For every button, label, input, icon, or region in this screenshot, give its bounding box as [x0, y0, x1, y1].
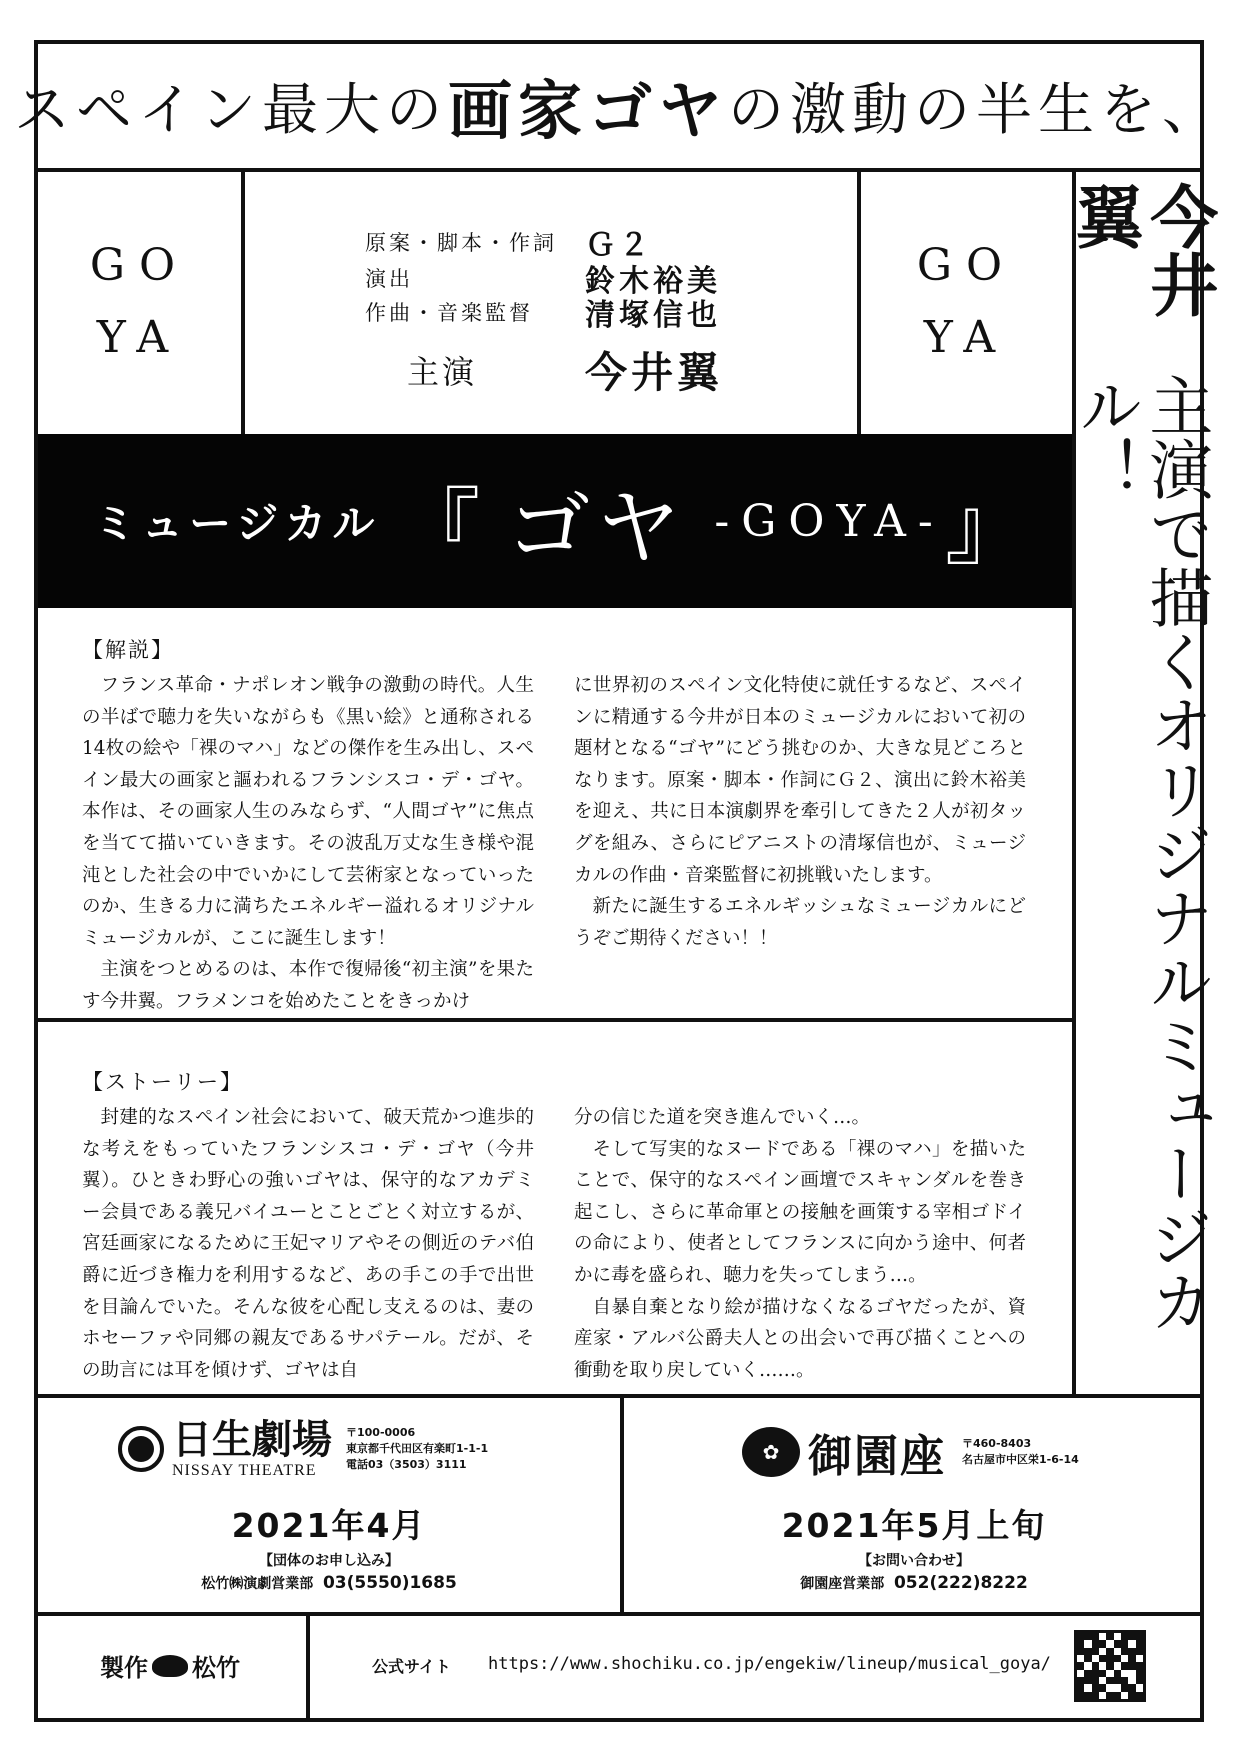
title-banner	[38, 434, 1072, 608]
commentary-left-column	[82, 670, 534, 1018]
headline-part1: スペイン最大の	[14, 78, 448, 143]
nissay-postal: 〒100-0006	[346, 1426, 416, 1439]
rule-above-footer	[34, 1612, 1204, 1616]
commentary-paragraph: フランス革命・ナポレオン戦争の激動の時代。人生の半ばで聴力を失いながらも《黒い絵》と通称される14枚の絵や「裸のマハ」などの傑作を生み出し、スペイン最大の画家と謳われるフランシスコ・デ・ゴヤ。本作は、その画家人生のみならず、“人間ゴヤ”に焦点を当てて描いていきます。その波乱万丈な生き様や混沌とした社会の中でいかにして芸術家となっていったのか、生きる力に満ちたエネルギー溢れるオリジナルミュージカルが、ここに誕生します！	[82, 675, 534, 949]
nissay-contact-label: 【団体のお申し込み】	[259, 1553, 399, 1569]
story-left-column	[82, 1102, 534, 1386]
goya-right-line2: YA	[923, 312, 1010, 363]
producer	[100, 1648, 240, 1683]
nissay-address-block	[346, 1425, 488, 1473]
commentary-paragraph: に世界初のスペイン文化特使に就任するなど、スペインに精通する今井が日本のミュージカルにおいて初の題材となる“ゴヤ”にどう挑むのか、大きな見どころとなります。原案・脚本・作詞にＧ２、演出に鈴木裕美を迎え、共に日本演劇界を牽引してきた２人が初タッグを組み、さらにピアニストの清塚信也が、ミュージカルの作曲・音楽監督に初挑戦いたします。	[574, 675, 1026, 886]
misonoza-name: 御園座	[808, 1431, 946, 1482]
misonoza-logo	[742, 1420, 1079, 1484]
goya-right-line1: GO	[916, 240, 1017, 291]
banner-title: ゴヤ	[506, 478, 687, 577]
misonoza-contact-label: 【お問い合わせ】	[858, 1553, 970, 1569]
headline	[14, 44, 1224, 168]
nissay-logo	[118, 1418, 488, 1480]
goya-left-line2: YA	[96, 312, 183, 363]
credit-name: Ｇ２	[585, 228, 653, 263]
misonoza-address-block	[962, 1436, 1079, 1468]
nissay-name-jp: 日生劇場	[172, 1416, 332, 1463]
commentary-paragraph: 主演をつとめるのは、本作で復帰後“初主演”を果たす今井翼。フラメンコを始めたことをきっかけ	[82, 959, 534, 1012]
credit-row	[365, 290, 845, 334]
misonoza-crest-icon: ✿	[742, 1427, 800, 1477]
credit-name: 鈴木裕美	[585, 264, 721, 299]
goya-left	[38, 230, 241, 374]
story-heading: 【ストーリー】	[82, 1070, 243, 1094]
nissay-phone: 電話03（3503）3111	[346, 1458, 467, 1471]
headline-part3: の激動の半生を、	[728, 78, 1224, 143]
vertical-rest: 主演で描くオリジナルミュージカル！	[1068, 373, 1213, 1334]
misonoza-address: 名古屋市中区栄1-6-14	[962, 1453, 1079, 1466]
banner-open-bracket: 『	[396, 478, 487, 577]
shochiku-logo-icon	[152, 1655, 188, 1677]
commentary-right-column	[574, 670, 1026, 954]
vertical-tagline	[1064, 172, 1218, 1394]
story-paragraph: 封建的なスペイン社会において、破天荒かつ進歩的な考えをもっていたフランシスコ・デ・ゴヤ（今井翼）。ひときわ野心の強いゴヤは、保守的なアカデミー会員である義兄バイユーとことごとく対立するが、宮廷画家になるために王妃マリアやその側近のテバ伯爵に近づき権力を利用するなど、あの手この手で出世を目論んでいた。そんな彼を心配し支えるのは、妻のホセーファや同郷の親友であるサパテール。だが、その助言には耳を傾けず、ゴヤは自	[82, 1107, 534, 1381]
credits-block	[245, 172, 857, 434]
credit-role: 作曲・音楽監督	[365, 301, 533, 325]
lead-role: 主演	[407, 353, 478, 391]
lead-name: 今井翼	[585, 348, 724, 397]
banner-subtitle: -GOYA-	[714, 495, 945, 547]
misonoza-postal: 〒460-8403	[962, 1437, 1032, 1450]
misonoza-date: 2021年5月上旬	[781, 1506, 1047, 1545]
banner-prefix: ミュージカル	[94, 499, 381, 548]
rule-above-venues	[34, 1394, 1204, 1398]
nissay-date: 2021年4月	[231, 1506, 427, 1545]
story-right-column	[574, 1102, 1026, 1386]
rule-footer-divider	[306, 1612, 310, 1722]
goya-left-line1: GO	[89, 240, 190, 291]
producer-label: 製作	[100, 1653, 148, 1682]
goya-right	[861, 230, 1072, 374]
headline-emphasis: 画家ゴヤ	[448, 75, 728, 149]
nissay-name-en: NISSAY THEATRE	[172, 1462, 317, 1479]
misonoza-contact-tel: 052(222)8222	[893, 1573, 1028, 1593]
credit-name: 清塚信也	[585, 298, 721, 333]
commentary-heading: 【解説】	[82, 638, 174, 662]
story-paragraph: 自暴自棄となり絵が描けなくなるゴヤだったが、資産家・アルバ公爵夫人との出会いで再び描くことへの衝動を取り戻していく……。	[574, 1296, 1026, 1381]
misonoza-contact	[624, 1550, 1204, 1595]
nissay-contact-tel: 03(5550)1685	[322, 1573, 457, 1593]
producer-name: 松竹	[192, 1653, 240, 1682]
story-paragraph: そして写実的なヌードである「裸のマハ」を描いたことで、保守的なスペイン画壇でスキャンダルを巻き起こし、さらに革命軍との接触を画策する宰相ゴドイの命により、使者としてフランスに向かう途中、何者かに毒を盛られ、聴力を失ってしまう…。	[574, 1138, 1026, 1286]
nissay-mark-icon	[118, 1426, 164, 1472]
credit-role: 原案・脚本・作詞	[365, 231, 557, 255]
site-url-link[interactable]: https://www.shochiku.co.jp/engekiw/lineup/musical_goya/	[488, 1654, 1051, 1674]
commentary-paragraph: 新たに誕生するエネルギッシュなミュージカルにどうぞご期待ください！！	[574, 896, 1026, 949]
rule-between-sections	[34, 1018, 1076, 1022]
misonoza-contact-org: 御園座営業部	[800, 1576, 885, 1592]
story-paragraph: 分の信じた道を突き進んでいく…。	[574, 1107, 871, 1128]
banner-close-bracket: 』	[944, 478, 1035, 577]
nissay-contact-org: 松竹㈱演劇営業部	[201, 1576, 314, 1592]
vertical-strong: 今井翼	[1064, 182, 1218, 318]
lead-row	[365, 340, 845, 400]
credit-role: 演出	[365, 267, 413, 291]
nissay-contact	[38, 1550, 620, 1595]
nissay-address: 東京都千代田区有楽町1-1-1	[346, 1442, 489, 1455]
site-label: 公式サイト	[372, 1657, 451, 1676]
qr-code[interactable]	[1074, 1630, 1146, 1702]
